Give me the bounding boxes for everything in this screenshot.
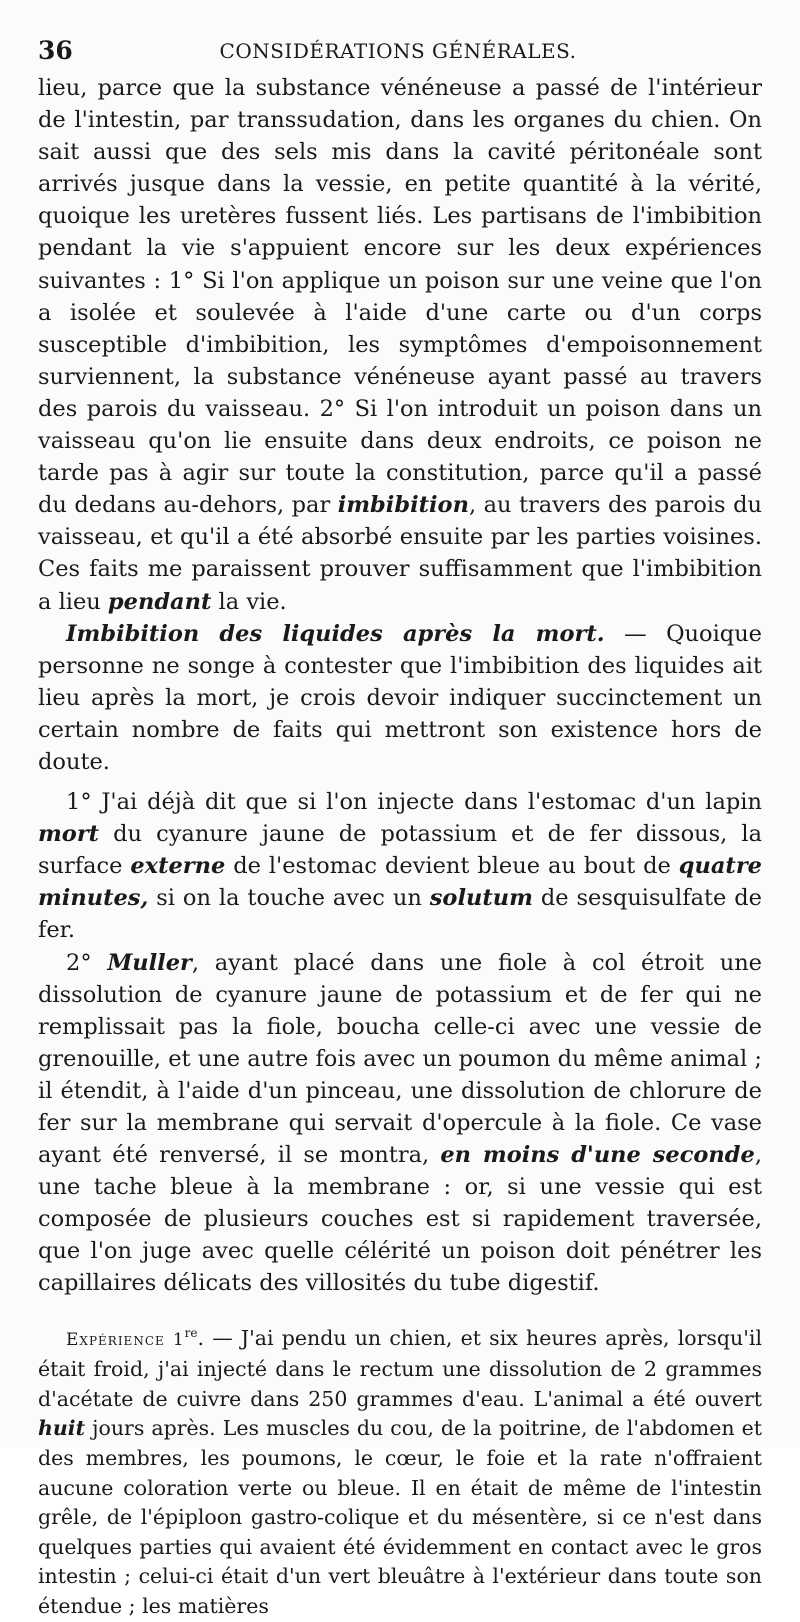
- paragraph-3-italic-quatre-minutes: quatre minutes,: [38, 853, 762, 912]
- paragraph-4-text-c: , ayant placé dans une fiole à col étroit une dissolution de cyanure jaune de potassium et de fer qui ne remplissait pas la fiole, boucha celle-ci avec une vessie de grenouille, et une autre fois avec un poumon du même animal ; il étendit, à l'aide d'un pinceau, une dissolution de chlorure de fer sur la membrane qui servait d'opercule à la fiole. Ce vase ayant été renversé, il se montra,: [38, 949, 762, 1169]
- paragraph-3-text-a: 1° J'ai déjà dit que si l'on injecte dans l'estomac d'un lapin: [66, 789, 762, 816]
- page-body: [38, 72, 762, 1622]
- paragraph-1-text-c: , au travers des parois du vaisseau, et qu'il a été absorbé ensuite par les parties voisines. Ces faits me paraissent prouver suffisamment que l'imbibition a lieu: [38, 492, 762, 615]
- paragraph-3-text-g: si on la touche avec un: [148, 885, 430, 912]
- paragraph-4-text-e: , une tache bleue à la membrane : or, si une vessie qui est composée de plusieurs couches est si rapidement traversée, que l'on juge avec quelle célérité un poison doit pénétrer les capillaires délicats des villosités du tube digestif.: [38, 1142, 762, 1297]
- experiment-paragraph: [38, 1324, 762, 1622]
- experiment-label: Expérience 1: [66, 1329, 185, 1350]
- paragraph-3-italic-solutum: solutum: [429, 885, 533, 912]
- running-head: CONSIDÉRATIONS GÉNÉRALES.: [219, 39, 577, 63]
- paragraph-3-text-c: du cyanure jaune de potassium et de fer dissous, la surface: [38, 821, 762, 880]
- paragraph-4-italic-moins-seconde: en moins d'une seconde: [440, 1142, 755, 1169]
- paragraph-3-text-i: de sesquisulfate de fer.: [38, 885, 762, 944]
- paragraph-1-italic-imbibition: imbibition: [337, 492, 469, 519]
- experiment-text-b: . — J'ai pendu un chien, et six heures après, lorsqu'il était froid, j'ai injecté dans le rectum une dissolution de 2 grammes d'acétate de cuivre dans 250 grammes d'eau. L'animal a été ouvert: [38, 1325, 762, 1411]
- experiment-text-d: jours après. Les muscles du cou, de la poitrine, de l'abdomen et des membres, les poumons, le cœur, le foie et la rate n'offraient aucune coloration verte ou bleue. Il en était de même de l'intestin grêle, de l'épiploon gastro-colique et du mésentère, si ce n'est dans quelques parties qui avaient été évidemment en contact avec le gros intestin ; celui-ci était d'un vert bleuâtre à l'extérieur dans toute son étendue ; les matières: [38, 1416, 762, 1618]
- experiment-label-superscript: re: [184, 1325, 198, 1340]
- page-number: 36: [38, 36, 73, 65]
- paragraph-2-text: — Quoique personne ne songe à contester que l'imbibition des liquides ait lieu après la mort, je crois devoir indiquer succinctement un certain nombre de faits qui mettront son existence hors de doute.: [38, 620, 762, 775]
- paragraph-3-text-e: de l'estomac devient bleue au bout de: [225, 853, 679, 880]
- paragraph-1-text-e: la vie.: [211, 588, 287, 615]
- paragraph-3-italic-mort: mort: [38, 821, 100, 848]
- paragraph-4-italic-muller: Muller: [107, 949, 192, 976]
- paragraph-1: [38, 72, 762, 618]
- paragraph-3-italic-externe: externe: [130, 853, 226, 880]
- paragraph-1-italic-pendant: pendant: [107, 588, 212, 615]
- paragraph-4-text-a: 2°: [66, 949, 108, 976]
- paragraph-3: [38, 786, 762, 946]
- paragraph-1-text-a: lieu, parce que la substance vénéneuse a passé de l'intérieur de l'intestin, par transsudation, dans les organes du chien. On sait aussi que des sels mis dans la cavité péritonéale sont arrivés jusque dans la vessie, en petite quantité à la vérité, quoique les uretères fussent liés. Les partisans de l'imbibition pendant la vie s'appuient encore sur les deux expériences suivantes : 1° Si l'on applique un poison sur une veine que l'on a isolée et soulevée à l'aide d'une carte ou d'un corps susceptible d'imbibition, les symptômes d'empoisonnement surviennent, la substance vénéneuse ayant passé au travers des parois du vaisseau. 2° Si l'on introduit un poison dans un vaisseau qu'on lie ensuite dans deux endroits, ce poison ne tarde pas à agir sur toute la constitution, parce qu'il a passé du dedans au-dehors, par: [38, 75, 762, 519]
- section-heading-imbibition-after-death: Imbibition des liquides après la mort.: [66, 620, 605, 647]
- paragraph-4: [38, 947, 762, 1300]
- page-header: [38, 36, 758, 70]
- experiment-italic-huit: huit: [38, 1416, 86, 1441]
- paragraph-2: [38, 618, 762, 778]
